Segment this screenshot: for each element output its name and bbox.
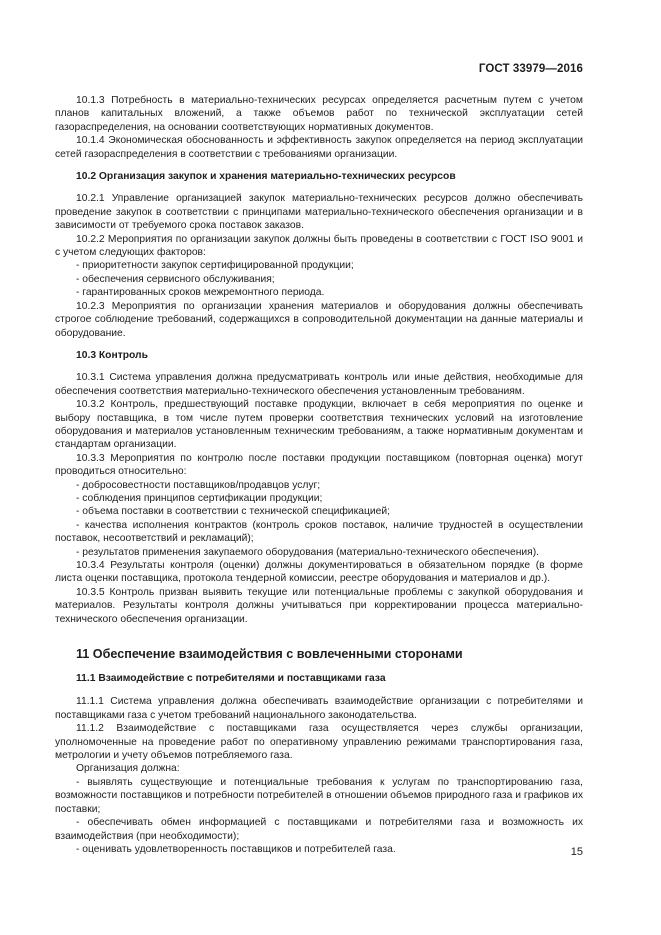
paragraph-10-3-4: 10.3.4 Результаты контроля (оценки) должны документироваться в обязательном порядке (в форме листа оценки поставщика, протокола тендерной комиссии, реестре оборудования и материалов и др.). [55,560,583,585]
document-body [55,94,583,856]
paragraph-10-1-3: 10.1.3 Потребность в материально-технических ресурсах определяется расчетным путем с учетом планов капитальных вложений, а также объемов работ по технической эксплуатации сетей газораспределения, на основании соответствующих нормативных документов. [55,95,583,133]
section-heading-10-3: 10.3 Контроль [76,349,148,361]
list-item: - качества исполнения контрактов (контроль сроков поставок, наличие трудностей в осуществлении поставок, несоответствий и рекламаций); [55,519,583,545]
section-heading-10-2: 10.2 Организация закупок и хранения материально-технических ресурсов [76,171,456,183]
list-item: - обеспечения сервисного обслуживания; [76,273,275,285]
list-item: - добросовестности поставщиков/продавцов услуг; [76,479,321,491]
paragraph-10-3-1: 10.3.1 Система управления должна предусматривать контроль или иные действия, необходимые для обеспечения соответствия материально-технического обеспечения установленным требованиям. [55,372,583,397]
list-item: - выявлять существующие и потенциальные требования к услугам по транспортированию газа, возможности поставщиков и потребности потребителей в отношении объемов природного газа и графиков их поставки; [55,776,583,815]
paragraph-10-1-4: 10.1.4 Экономическая обоснованность и эффективность закупок определяется на период эксплуатации сетей газораспределения в соответствии с требованиями организации. [55,135,583,160]
paragraph-10-3-2: 10.3.2 Контроль, предшествующий поставке продукции, включает в себя мероприятия по оценке и выбору поставщика, в том числе путем проверки соответствия технических условий на изготовление оборудования и материалов установленным техническим требованиям, а также нормативным документам и стандартам организации. [55,399,583,451]
list-item: - объема поставки в соответствии с технической спецификацией; [76,506,391,518]
page-number: 15 [570,846,583,858]
list-item: - соблюдения принципов сертификации продукции; [76,492,323,504]
section-heading-11-1: 11.1 Взаимодействие с потребителями и поставщиками газа [76,673,386,685]
list-item: - обеспечивать обмен информацией с поставщиками и потребителями газа и возможность их взаимодействия (при необходимости); [55,817,583,842]
paragraph-11-1-1: 11.1.1 Система управления должна обеспечивать взаимодействие организации с потребителями и поставщиками газа с учетом требований национального законодательства. [55,696,583,721]
paragraph-10-2-3: 10.2.3 Мероприятия по организации хранения материалов и оборудования должны обеспечивать строгое соблюдение требований, содержащихся в сопроводительной документации на данные материалы и оборудование. [55,300,583,339]
list-item: - гарантированных сроков межремонтного периода. [76,287,325,299]
paragraph-10-2-1: 10.2.1 Управление организацией закупок материально-технических ресурсов должно обеспечивать проведение закупок в соответствии с принципами материально-технического обеспечения организации и в зависимости от требуемого срока поставок заказов. [55,193,583,232]
list-item: - результатов применения закупаемого оборудования (материально-технического обеспечения). [76,546,540,558]
paragraph-10-3-5: 10.3.5 Контроль призван выявить текущие или потенциальные проблемы с закупкой оборудования и материалов. Результаты контроля должны учитываться при корректировании процесса материально-технического обеспечения организации. [55,586,583,625]
chapter-heading-11: 11 Обеспечение взаимодействия с вовлеченными сторонами [76,647,463,662]
document-header: ГОСТ 33979—2016 [478,63,583,75]
paragraph-11-1-2: 11.1.2 Взаимодействие с поставщиками газа осуществляется через службы организации, уполномоченные на проведение работ по оперативному управлению режимами транспортирования газа, метрологии и учету объемов потребляемого газа. [55,723,583,762]
list-item: - оценивать удовлетворенность поставщиков и потребителей газа. [76,843,396,855]
paragraph-organization-must: Организация должна: [76,763,180,775]
paragraph-10-3-3: 10.3.3 Мероприятия по контролю после поставки продукции поставщиком (повторная оценка) могут проводиться относительно: [55,452,583,478]
list-item: - приоритетности закупок сертифицированной продукции; [76,260,354,272]
paragraph-10-2-2: 10.2.2 Мероприятия по организации закупок должны быть проведены в соответствии с ГОСТ ISO 9001 и с учетом следующих факторов: [55,233,583,259]
